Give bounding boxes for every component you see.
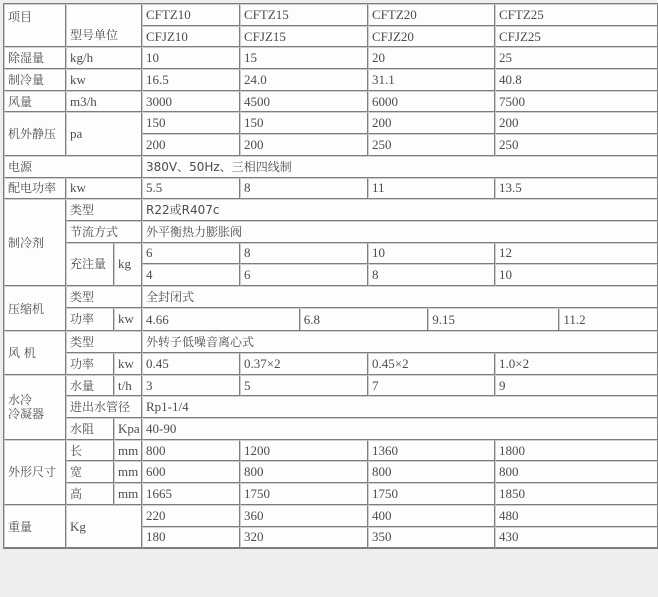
weight-value: 220 [142, 505, 240, 527]
condenser-resistance-unit: Kpa [114, 418, 142, 440]
compressor-power-value: 6.8 [300, 309, 429, 331]
refrigerant-charge-label: 充注量 [66, 243, 114, 286]
dimension-length-label: 长 [66, 440, 114, 462]
compressor-power-value: 9.15 [428, 309, 559, 331]
row-power-supply [4, 156, 658, 178]
refrigerant-type-label: 类型 [66, 199, 142, 221]
cooling-value: 24.0 [240, 69, 368, 91]
refrigerant-throttle-value: 外平衡热力膨胀阀 [142, 221, 658, 243]
power-config-value: 5.5 [142, 178, 240, 200]
refrigerant-throttle-label: 节流方式 [66, 221, 142, 243]
static-pressure-value: 200 [240, 134, 368, 156]
row-compressor-power [4, 308, 658, 332]
row-dimension-height [4, 483, 658, 505]
dimension-height-value: 1850 [495, 483, 658, 505]
row-condenser-resistance [4, 418, 658, 440]
dimension-width-label: 宽 [66, 461, 114, 483]
row-power-config [4, 178, 658, 200]
row-dehumidify [4, 47, 658, 69]
refrigerant-charge-unit: kg [114, 243, 142, 286]
refrigerant-charge-value: 12 [495, 243, 658, 265]
cooling-unit: kw [66, 69, 142, 91]
fan-power-value: 0.37×2 [240, 353, 368, 375]
power-supply-value: 380V、50Hz、三相四线制 [142, 156, 658, 178]
cooling-value: 16.5 [142, 69, 240, 91]
row-refrigerant-throttle [4, 221, 658, 243]
weight-value: 320 [240, 527, 368, 549]
condenser-water-value: 3 [142, 375, 240, 397]
row-weight-1 [4, 505, 658, 527]
compressor-power-label: 功率 [66, 308, 114, 332]
model-cfjz25: CFJZ25 [495, 26, 658, 48]
static-pressure-value: 150 [142, 112, 240, 134]
row-fan-power [4, 353, 658, 375]
dehumidify-value: 20 [368, 47, 495, 69]
refrigerant-charge-value: 4 [142, 264, 240, 286]
weight-value: 350 [368, 527, 495, 549]
row-static-pressure-1 [4, 112, 658, 134]
fan-power-value: 1.0×2 [495, 353, 658, 375]
weight-value: 480 [495, 505, 658, 527]
condenser-resistance-label: 水阻 [66, 418, 114, 440]
compressor-power-unit: kw [114, 308, 142, 332]
row-dimension-width [4, 461, 658, 483]
dimension-height-label: 高 [66, 483, 114, 505]
row-dimension-length [4, 440, 658, 462]
dehumidify-value: 25 [495, 47, 658, 69]
dimension-width-value: 800 [240, 461, 368, 483]
model-cftz25: CFTZ25 [495, 4, 658, 26]
model-cftz10: CFTZ10 [142, 4, 240, 26]
static-pressure-value: 200 [142, 134, 240, 156]
refrigerant-charge-value: 6 [142, 243, 240, 265]
model-cfjz20: CFJZ20 [368, 26, 495, 48]
spec-table [3, 3, 658, 549]
fan-power-value: 0.45 [142, 353, 240, 375]
refrigerant-label: 制冷剂 [4, 199, 66, 286]
dimension-length-value: 800 [142, 440, 240, 462]
airflow-value: 4500 [240, 91, 368, 113]
dimension-width-value: 800 [495, 461, 658, 483]
fan-type-value: 外转子低噪音离心式 [142, 331, 658, 353]
row-cooling [4, 69, 658, 91]
power-config-unit: kw [66, 178, 142, 200]
cooling-value: 31.1 [368, 69, 495, 91]
dimension-length-value: 1360 [368, 440, 495, 462]
dimension-height-value: 1750 [368, 483, 495, 505]
dimensions-label: 外形尺寸 [4, 440, 66, 505]
static-pressure-value: 200 [495, 112, 658, 134]
dimension-length-value: 1200 [240, 440, 368, 462]
row-refrigerant-charge-1 [4, 243, 658, 265]
condenser-resistance-value: 40-90 [142, 418, 658, 440]
condenser-label-line1: 水冷 [8, 393, 33, 408]
header-item-label: 项目 [4, 4, 66, 47]
dehumidify-unit: kg/h [66, 47, 142, 69]
refrigerant-charge-value: 8 [240, 243, 368, 265]
dehumidify-value: 15 [240, 47, 368, 69]
fan-label: 风 机 [4, 331, 66, 374]
dimension-length-value: 1800 [495, 440, 658, 462]
airflow-unit: m3/h [66, 91, 142, 113]
refrigerant-charge-value: 6 [240, 264, 368, 286]
weight-unit: Kg [66, 505, 142, 548]
weight-value: 180 [142, 527, 240, 549]
static-pressure-value: 250 [368, 134, 495, 156]
row-fan-type [4, 331, 658, 353]
header-row-top [4, 4, 658, 26]
static-pressure-unit: pa [66, 112, 142, 155]
fan-power-unit: kw [114, 353, 142, 375]
cooling-value: 40.8 [495, 69, 658, 91]
dehumidify-value: 10 [142, 47, 240, 69]
airflow-value: 3000 [142, 91, 240, 113]
condenser-water-value: 9 [495, 375, 658, 397]
airflow-label: 风量 [4, 91, 66, 113]
weight-value: 360 [240, 505, 368, 527]
condenser-water-value: 7 [368, 375, 495, 397]
row-airflow [4, 91, 658, 113]
dimension-unit: mm [114, 461, 142, 483]
condenser-pipe-label: 进出水管径 [66, 396, 142, 418]
model-cftz15: CFTZ15 [240, 4, 368, 26]
static-pressure-value: 150 [240, 112, 368, 134]
dimension-width-value: 600 [142, 461, 240, 483]
condenser-water-value: 5 [240, 375, 368, 397]
compressor-power-value: 11.2 [559, 309, 657, 331]
power-config-label: 配电功率 [4, 178, 66, 200]
condenser-pipe-value: Rp1-1/4 [142, 396, 658, 418]
compressor-power-values [142, 308, 658, 332]
row-compressor-type [4, 286, 658, 308]
power-config-value: 13.5 [495, 178, 658, 200]
fan-power-value: 0.45×2 [368, 353, 495, 375]
power-config-value: 11 [368, 178, 495, 200]
airflow-value: 7500 [495, 91, 658, 113]
row-condenser-water [4, 375, 658, 397]
static-pressure-value: 200 [368, 112, 495, 134]
condenser-water-unit: t/h [114, 375, 142, 397]
refrigerant-charge-value: 10 [495, 264, 658, 286]
model-cfjz15: CFJZ15 [240, 26, 368, 48]
header-model-unit-label: 型号单位 [66, 4, 142, 47]
compressor-label: 压缩机 [4, 286, 66, 331]
refrigerant-charge-value: 10 [368, 243, 495, 265]
compressor-type-label: 类型 [66, 286, 142, 308]
compressor-type-value: 全封闭式 [142, 286, 658, 308]
model-cfjz10: CFJZ10 [142, 26, 240, 48]
refrigerant-charge-value: 8 [368, 264, 495, 286]
weight-label: 重量 [4, 505, 66, 548]
refrigerant-type-value: R22或R407c [142, 199, 658, 221]
condenser-water-label: 水量 [66, 375, 114, 397]
compressor-power-value: 4.66 [143, 309, 300, 331]
power-config-value: 8 [240, 178, 368, 200]
static-pressure-label: 机外静压 [4, 112, 66, 155]
dehumidify-label: 除湿量 [4, 47, 66, 69]
dimension-width-value: 800 [368, 461, 495, 483]
dimension-unit: mm [114, 440, 142, 462]
fan-type-label: 类型 [66, 331, 142, 353]
weight-value: 430 [495, 527, 658, 549]
airflow-value: 6000 [368, 91, 495, 113]
dimension-unit: mm [114, 483, 142, 505]
condenser-label [4, 375, 66, 440]
dimension-height-value: 1750 [240, 483, 368, 505]
cooling-label: 制冷量 [4, 69, 66, 91]
fan-power-label: 功率 [66, 353, 114, 375]
model-cftz20: CFTZ20 [368, 4, 495, 26]
dimension-height-value: 1665 [142, 483, 240, 505]
condenser-label-line2: 冷凝器 [8, 407, 45, 422]
power-supply-label: 电源 [4, 156, 142, 178]
row-condenser-pipe [4, 396, 658, 418]
row-refrigerant-type [4, 199, 658, 221]
weight-value: 400 [368, 505, 495, 527]
static-pressure-value: 250 [495, 134, 658, 156]
